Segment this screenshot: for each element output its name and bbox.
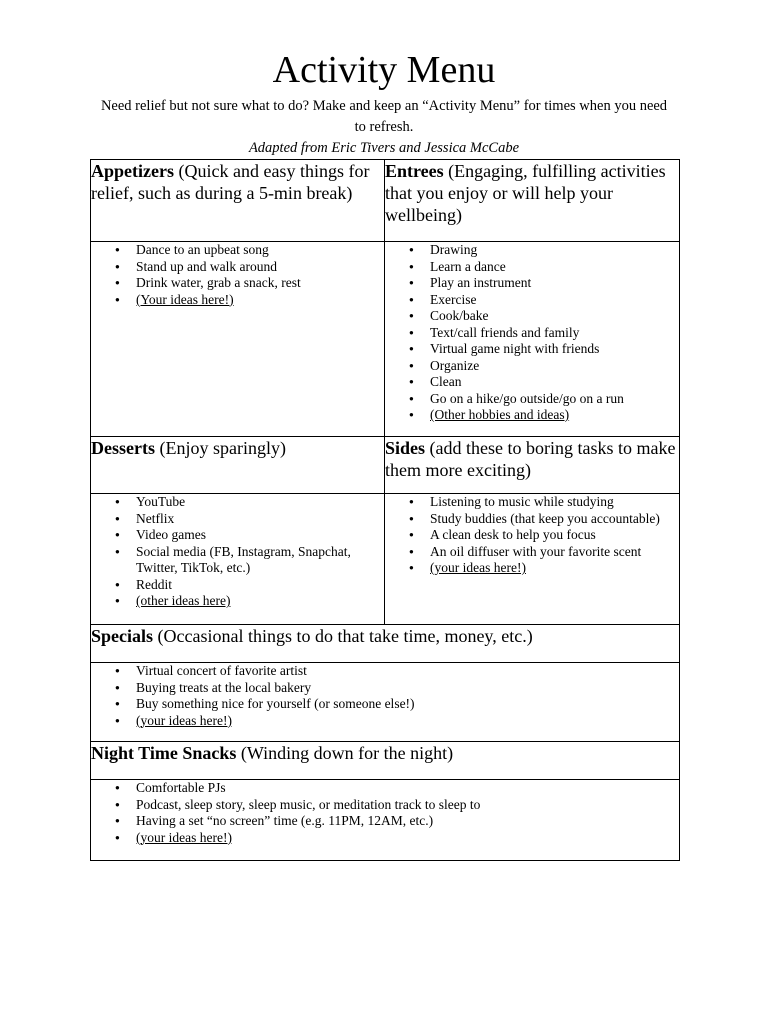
specials-name: Specials (91, 626, 154, 646)
appetizers-list (91, 242, 384, 308)
entrees-description: (Engaging, fulfilling activities that you enjoy or will help your wellbeing) (385, 161, 666, 225)
night-list-cell (91, 780, 680, 861)
list-item: ● Study buddies (that keep you accountable) (409, 511, 679, 528)
list-item: ● Play an instrument (409, 275, 679, 292)
list-item: ● Dance to an upbeat song (115, 242, 384, 259)
list-item: ● Podcast, sleep story, sleep music, or meditation track to sleep to (115, 797, 679, 814)
desserts-name: Desserts (91, 438, 155, 458)
desserts-description: (Enjoy sparingly) (159, 438, 286, 458)
list-row-appetizers-entrees (91, 242, 680, 437)
specials-list (91, 663, 679, 729)
desserts-list (91, 494, 384, 610)
list-item: ● Buying treats at the local bakery (115, 680, 679, 697)
intro-text: Need relief but not sure what to do? Make and keep an “Activity Menu” for times when you need to refresh. (100, 98, 668, 135)
sides-ideas-link: (your ideas here!) (430, 560, 526, 575)
appetizers-header (91, 160, 385, 242)
list-item: ● Exercise (409, 292, 679, 309)
list-item: ● Virtual concert of favorite artist (115, 663, 679, 680)
list-item: ● Organize (409, 358, 679, 375)
night-name: Night Time Snacks (91, 743, 237, 763)
desserts-ideas-link: (other ideas here) (136, 593, 231, 608)
list-item-cta (115, 830, 679, 847)
list-item: ● Virtual game night with friends (409, 341, 679, 358)
night-list (91, 780, 679, 846)
desserts-list-cell (91, 494, 385, 625)
sides-list (385, 494, 679, 577)
header-row-appetizers-entrees (91, 160, 680, 242)
list-item: ● Comfortable PJs (115, 780, 679, 797)
sides-name: Sides (385, 438, 426, 458)
list-row-desserts-sides (91, 494, 680, 625)
credit-line: Adapted from Eric Tivers and Jessica McCabe (248, 140, 520, 156)
appetizers-name: Appetizers (91, 161, 174, 181)
sides-list-cell (385, 494, 680, 625)
list-item: ● Having a set “no screen” time (e.g. 11PM, 12AM, etc.) (115, 813, 679, 830)
list-item: ● Text/call friends and family (409, 325, 679, 342)
list-item: ● Learn a dance (409, 259, 679, 276)
appetizers-list-cell (91, 242, 385, 437)
list-item: ● Cook/bake (409, 308, 679, 325)
appetizers-description: (Quick and easy things for relief, such as during a 5-min break) (91, 161, 370, 203)
specials-ideas-link: (your ideas here!) (136, 712, 232, 728)
header-row-desserts-sides (91, 437, 680, 494)
specials-header (91, 625, 680, 663)
list-item: ● Netflix (115, 511, 384, 528)
appetizers-ideas-link: (Your ideas here!) (136, 291, 234, 307)
list-item-cta (115, 292, 384, 309)
entrees-list-cell (385, 242, 680, 437)
list-item: ● Drink water, grab a snack, rest (115, 275, 384, 292)
list-item: ● A clean desk to help you focus (409, 527, 679, 544)
list-row-specials (91, 663, 680, 742)
desserts-header (91, 437, 385, 494)
list-item: ● Reddit (115, 577, 384, 594)
entrees-name: Entrees (385, 161, 444, 181)
night-ideas-link: (your ideas here!) (136, 829, 232, 845)
specials-description: (Occasional things to do that take time, money, etc.) (157, 626, 533, 646)
list-item-cta (115, 713, 679, 730)
header-row-night (91, 742, 680, 780)
night-header (91, 742, 680, 780)
specials-list-cell (91, 663, 680, 742)
entrees-ideas-link: (Other hobbies and ideas) (430, 407, 570, 422)
page-title: Activity Menu (272, 49, 496, 91)
list-item: ● YouTube (115, 494, 384, 511)
list-item: ● Go on a hike/go outside/go on a run (409, 391, 679, 408)
night-description: (Winding down for the night) (240, 743, 454, 763)
sides-description: (add these to boring tasks to make them more exciting) (385, 438, 676, 480)
activity-menu-table (90, 159, 680, 861)
sides-header (385, 437, 680, 494)
entrees-header (385, 160, 680, 242)
list-item-cta (409, 560, 679, 577)
list-row-night (91, 780, 680, 861)
list-item: ● Stand up and walk around (115, 259, 384, 276)
list-item: ● Listening to music while studying (409, 494, 679, 511)
header-row-specials (91, 625, 680, 663)
list-item: ● Buy something nice for yourself (or someone else!) (115, 696, 679, 713)
list-item: ● An oil diffuser with your favorite scent (409, 544, 679, 561)
entrees-list (385, 242, 679, 424)
list-item-cta (115, 593, 384, 610)
list-item: ● Video games (115, 527, 384, 544)
list-item: ● Social media (FB, Instagram, Snapchat, Twitter, TikTok, etc.) (115, 544, 384, 577)
list-item: ● Clean (409, 374, 679, 391)
list-item-cta (409, 407, 679, 424)
list-item: ● Drawing (409, 242, 679, 259)
